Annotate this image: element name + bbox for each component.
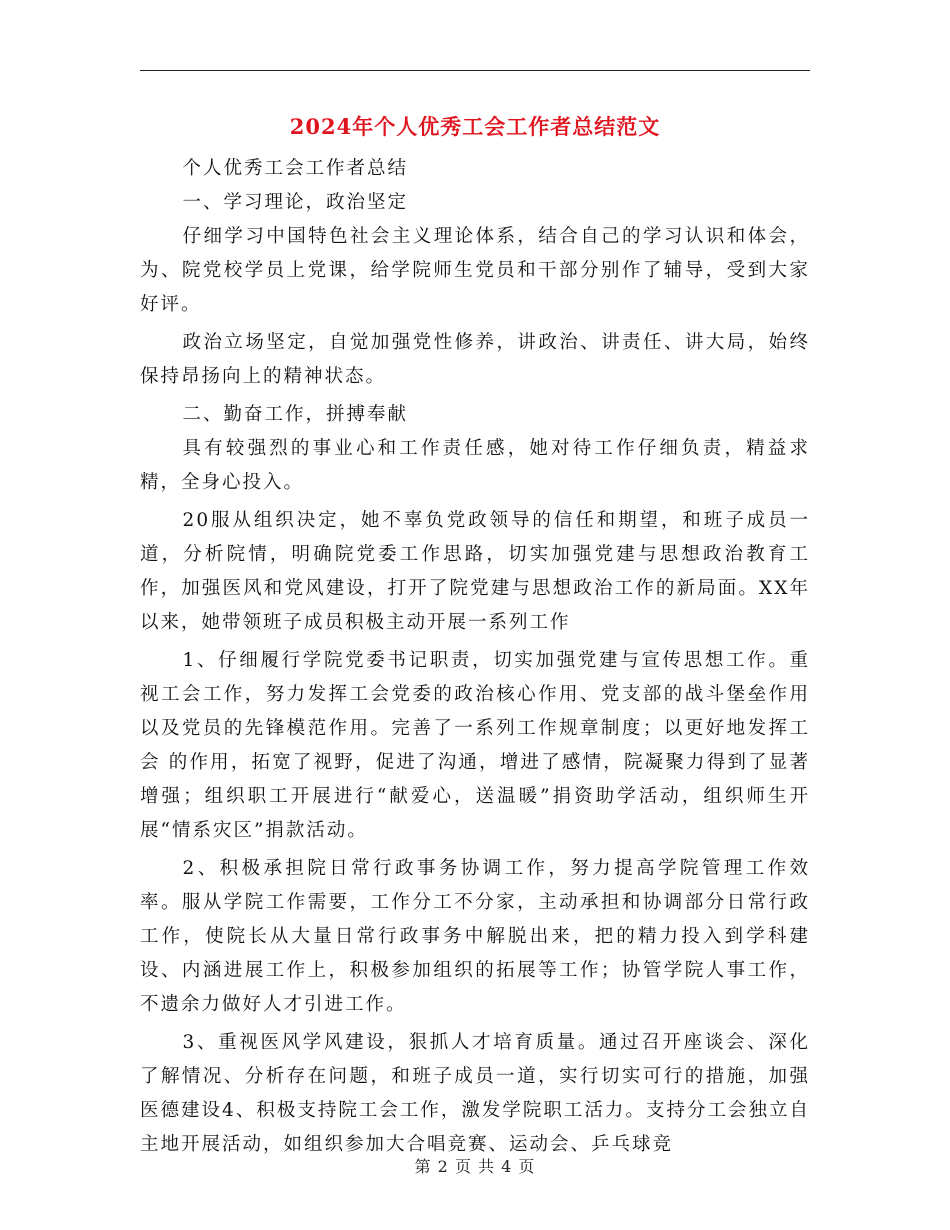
document-body xyxy=(140,152,810,1162)
paragraph-heading-2: 二、勤奋工作，拼搏奉献 xyxy=(182,404,409,425)
paragraph: 3、重视医风学风建设，狠抓人才培育质量。通过召开座谈会、深化了解情况、分析存在问题，和班子成员一道，实行切实可行的措施，加强医德建设4、积极支持院工会工作，激发学院职工活力。支持分工会独立自主地开展活动，如组织参加大合唱竞赛、运动会、乒乓球竞 xyxy=(140,1032,810,1155)
header-rule xyxy=(140,70,810,71)
paragraph: 1、仔细履行学院党委书记职责，切实加强党建与宣传思想工作。重视工会工作，努力发挥工会党委的政治核心作用、党支部的战斗堡垒作用以及党员的先锋模范作用。完善了一系列工作规章制度；以更好地发挥工会 的作用，拓宽了视野，促进了沟通，增进了感情，院凝聚力得到了显著增强；组织职工开展进行“献爱心，送温暖”捐资助学活动，组织师生开展“情系灾区”捐款活动。 xyxy=(140,650,810,841)
paragraph: 仔细学习中国特色社会主义理论体系，结合自己的学习认识和体会，为、院党校学员上党课，给学院师生党员和干部分别作了辅导，受到大家好评。 xyxy=(140,226,810,315)
page-number: 第 2 页 共 4 页 xyxy=(414,1157,536,1176)
paragraph: 20服从组织决定，她不辜负党政领导的信任和期望，和班子成员一道，分析院情，明确院党委工作思路，切实加强党建与思想政治教育工作，加强医风和党风建设，打开了院党建与思想政治工作的新局面。XX年以来，她带领班子成员积极主动开展一系列工作 xyxy=(140,510,810,633)
paragraph-subtitle: 个人优秀工会工作者总结 xyxy=(182,158,409,179)
document-title: 2024年个人优秀工会工作者总结范文 xyxy=(289,114,661,139)
paragraph: 具有较强烈的事业心和工作责任感，她对待工作仔细负责，精益求精，全身心投入。 xyxy=(140,438,810,493)
paragraph: 政治立场坚定，自觉加强党性修养，讲政治、讲责任、讲大局，始终保持昂扬向上的精神状态。 xyxy=(140,332,810,387)
paragraph-heading-1: 一、学习理论，政治坚定 xyxy=(182,192,409,213)
paragraph: 2、积极承担院日常行政事务协调工作，努力提高学院管理工作效率。服从学院工作需要，工作分工不分家，主动承担和协调部分日常行政工作，使院长从大量日常行政事务中解脱出来，把的精力投入到学科建设、内涵进展工作上，积极参加组织的拓展等工作；协管学院人事工作，不遗余力做好人才引进工作。 xyxy=(140,858,810,1015)
